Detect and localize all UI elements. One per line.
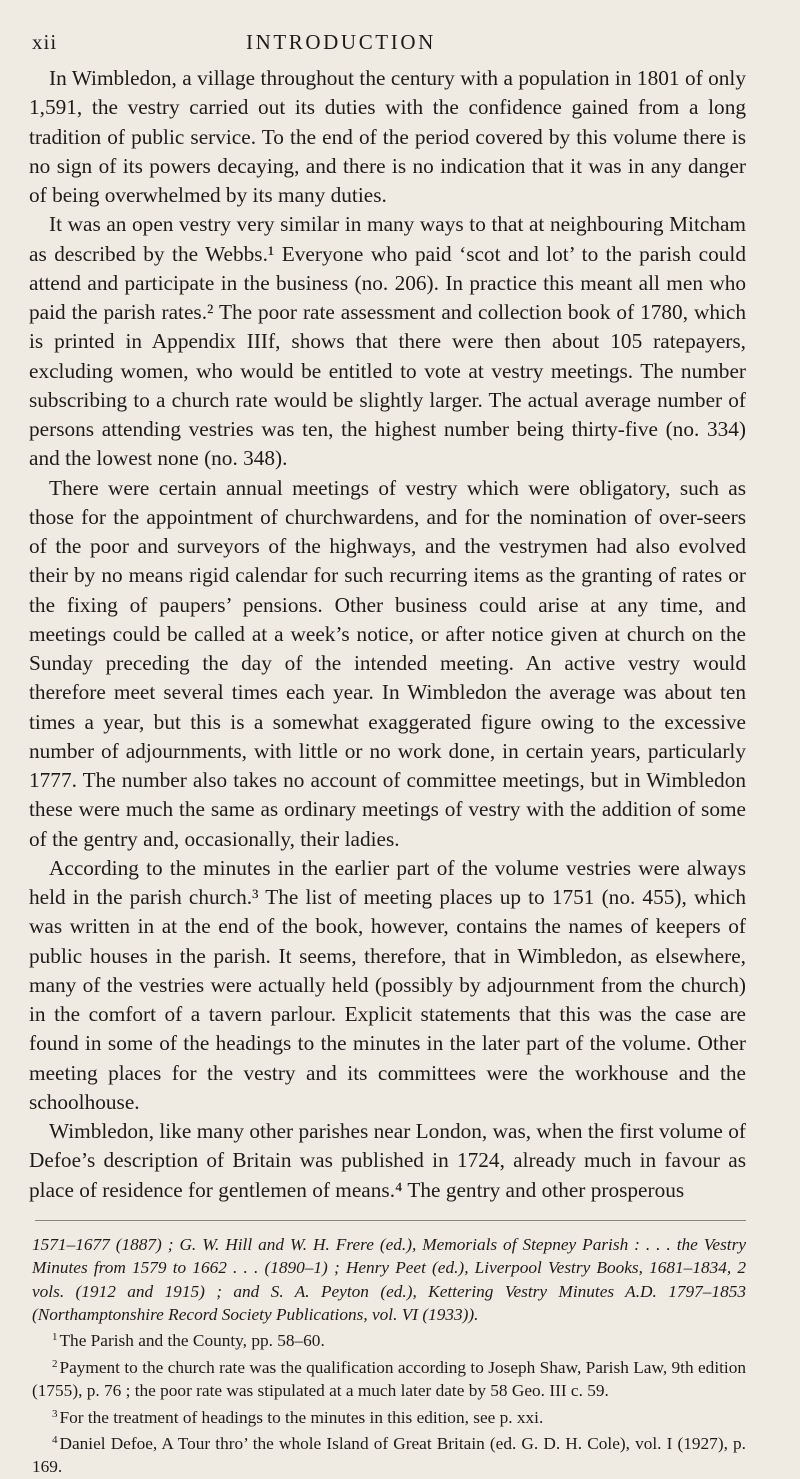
footnote <box>32 1326 746 1352</box>
running-head <box>29 30 746 56</box>
footnote-number: 4 <box>52 1434 58 1446</box>
paragraph: According to the minutes in the earlier part of the volume vestries were always held in the parish church.³ The list of meeting places up to 1751 (no. 455), which was written in at the end of the book, however, contains the names of keepers of public houses in the parish. It seems, therefore, that in Wimbledon, as elsewhere, many of the vestries were actually held (possibly by adjournment from the church) in the comfort of a tavern parlour. Explicit statements that this was the case are found in some of the headings to the minutes in the later part of the volume. Other meeting places for the vestry and its committees were the workhouse and the schoolhouse. <box>29 855 746 1114</box>
footnote-number: 1 <box>52 1331 58 1344</box>
footnote-text: Payment to the church rate was the qualification according to Joseph Shaw, Parish Law, 9th edition (1755), p. 76 ; the poor rate was stipulated at a much later date by 58 Geo. III c. 59. <box>32 1357 746 1401</box>
footnote <box>32 1403 746 1429</box>
paragraph: It was an open vestry very similar in many ways to that at neighbouring Mitcham as described by the Webbs.¹ Everyone who paid ‘scot and lot’ to the parish could attend and participate in the business (no. 206). In practice this meant all men who paid the parish rates.² The poor rate assessment and collection book of 1780, which is printed in Appendix IIIf, shows that there were then about 105 ratepayers, excluding women, who would be entitled to vote at vestry meetings. The number subscribing to a church rate would be slightly larger. The actual average number of persons attending vestries was ten, the highest number being thirty-five (no. 334) and the lowest none (no. 348). <box>29 212 746 471</box>
page-number: xii <box>32 30 58 54</box>
footnote-text: For the treatment of headings to the minutes in this edition, see p. xxi. <box>59 1407 544 1427</box>
footnote-number: 2 <box>52 1357 58 1370</box>
footnote-number: 3 <box>52 1407 58 1420</box>
paragraph: In Wimbledon, a village throughout the century with a population in 1801 of only 1,591, the vestry carried out its duties with the confidence gained from a long tradition of public service. To the end of the period covered by this volume there is no sign of its powers decaying, and there is no indication that it was in any danger of being overwhelmed by its many duties. <box>29 66 746 207</box>
footnote-divider <box>35 1220 746 1221</box>
footnote <box>32 1429 746 1479</box>
footnote-text: Daniel Defoe, A Tour thro’ the whole Island of Great Britain (ed. G. D. H. Cole), vol. I (1927), p. 169. <box>32 1434 746 1477</box>
body-text <box>29 64 746 1205</box>
running-title: INTRODUCTION <box>246 30 436 54</box>
footnotes <box>29 1233 746 1479</box>
footnote-text: The Parish and the County, pp. 58–60. <box>59 1331 325 1351</box>
paragraph: There were certain annual meetings of vestry which were obligatory, such as those for the appointment of churchwardens, and for the nomination of over-seers of the poor and surveyors of the highways, and the vestrymen had also evolved their by no means rigid calendar for such recurring items as the granting of rates or the fixing of paupers’ pensions. Other business could arise at any time, and meetings could be called at a week’s notice, or after notice given at church on the Sunday preceding the day of the intended meeting. An active vestry would therefore meet several times each year. In Wimbledon the average was about ten times a year, but this is a somewhat exaggerated figure owing to the excessive number of adjournments, with little or no work done, in certain years, particularly 1777. The number also takes no account of committee meetings, but in Wimbledon these were much the same as ordinary meetings of vestry with the addition of some of the gentry and, occasionally, their ladies. <box>29 475 746 851</box>
footnote-continuation: 1571–1677 (1887) ; G. W. Hill and W. H. Frere (ed.), Memorials of Stepney Parish : . . . the Vestry Minutes from 1579 to 1662 . . . (1890–1) ; Henry Peet (ed.), Liverpool Vestry Books, 1681–1834, 2 vols. (1912 and 1915) ; and S. A. Peyton (ed.), Kettering Vestry Minutes A.D. 1797–1853 (Northamptonshire Record Society Publications, vol. VI (1933)). <box>32 1234 746 1324</box>
footnote <box>32 1353 746 1403</box>
paragraph: Wimbledon, like many other parishes near London, was, when the first volume of Defoe’s description of Britain was published in 1724, already much in favour as place of residence for gentlemen of means.⁴ The gentry and other prosperous <box>29 1119 746 1202</box>
